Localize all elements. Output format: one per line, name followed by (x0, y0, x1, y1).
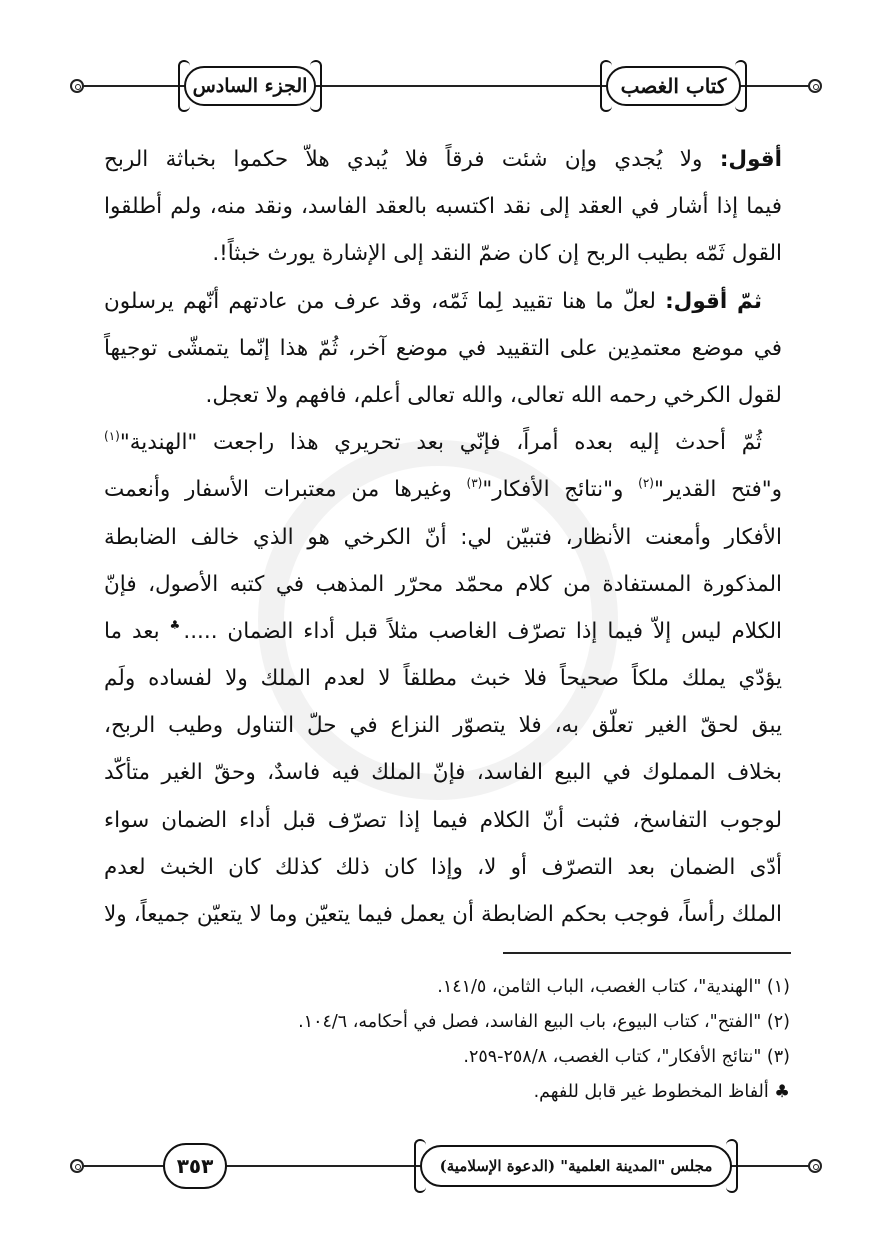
publisher-label: مجلس "المدينة العلمية" (الدعوة الإسلامية) (439, 1157, 713, 1175)
text-segment: بخلاف المملوك في البيع الفاسد، فإنّ الملك فيه فاسدٌ، وحقّ الغير متأكّد (104, 760, 782, 786)
text-line (104, 230, 782, 277)
text-line (104, 655, 782, 702)
ornament-icon (808, 1159, 822, 1173)
text-segment: الملك رأساً، فوجب بحكم الضابطة أن يعمل فيما يتعيّن وما لا يتعيّن جميعاً، ولا (104, 902, 782, 927)
text-segment: الكلام ليس إلاّ فيما إذا تصرّف الغاصب مثلاً قبل أداء الضمان ..... (183, 618, 782, 644)
footnote: ♣ ألفاظ المخطوط غير قابل للفهم. (533, 1082, 790, 1102)
text-segment: ثُمّ أحدث إليه بعده أمراً، فإنّي بعد تحريري هذا راجعت "الهندية" (119, 430, 762, 456)
text-segment: و"فتح القدير" (653, 477, 783, 503)
lead-word: ثمّ أقول: (665, 288, 762, 314)
footnote: (٣) "نتائج الأفكار"، كتاب الغصب، ٢٥٨/٨-٢٥٩. (463, 1047, 790, 1067)
text-line (104, 561, 782, 608)
text-segment: لوجوب التفاسخ، فثبت أنّ الكلام فيما إذا تصرّف قبل أداء الضمان سواء (104, 807, 782, 833)
text-line (104, 797, 782, 844)
main-text (104, 136, 782, 938)
text-segment: ولا يُجدي وإن شئت فرقاً فلا يُبدي هلاّ حكموا بخباثة الربح (104, 147, 720, 172)
footnote: (١) "الهندية"، كتاب الغصب، الباب الثامن، ١٤١/٥. (437, 977, 790, 997)
footnote: (٢) "الفتح"، كتاب البيوع، باب البيع الفاسد، فصل في أحكامه، ١٠٤/٦. (298, 1012, 790, 1032)
text-line (104, 183, 782, 230)
text-line (104, 372, 782, 419)
footnote-separator (503, 952, 791, 954)
footnote-ref: (٢) (638, 476, 654, 491)
text-line (104, 136, 782, 183)
text-line (104, 278, 782, 325)
footnotes (90, 970, 790, 1110)
book-title-cartouche (606, 66, 741, 106)
text-segment: فيما إذا أشار في العقد إلى نقد اكتسبه بالعقد الفاسد، ونقد منه، ولم أطلقوا (104, 194, 782, 220)
text-line (104, 419, 782, 466)
ornament-icon (808, 79, 822, 93)
text-segment: لعلّ ما هنا تقييد لِما ثَمّه، وقد عرف من عادتهم أنّهم يرسلون (104, 288, 666, 314)
ornament-icon (70, 79, 84, 93)
text-line (104, 325, 782, 372)
page-number-text: ٣٥٣ (176, 1154, 214, 1178)
text-line (104, 891, 782, 938)
text-segment: أدّى الضمان بعد التصرّف أو لا، وإذا كان ذلك كذلك كان الخبث لعدم (104, 854, 782, 880)
text-segment: بعد ما (104, 618, 167, 644)
text-segment: القول ثَمّه بطيب الربح إن كان ضمّ النقد إلى الإشارة يورث خبثاً!. (212, 241, 782, 267)
footnote-ref: (١) (104, 429, 120, 444)
text-segment: في موضع معتمدِين على التقييد في موضع آخر، ثُمّ هذا إنّما يتمشّى توجيهاً (104, 335, 782, 361)
publisher-cartouche (420, 1145, 732, 1187)
page-number (163, 1143, 227, 1189)
footnote-ref: ♣ (166, 617, 184, 632)
text-segment: و"نتائج الأفكار" (482, 477, 639, 503)
lead-word: أقول: (719, 147, 782, 172)
text-segment: وغيرها من معتبرات الأسفار وأنعمت (104, 477, 467, 503)
text-line (104, 514, 782, 561)
text-line (104, 702, 782, 749)
text-segment: يبق لحقّ الغير تعلّق به، فلا يتصوّر النزاع في حلّ التناول وطيب الربح، (104, 713, 782, 739)
text-segment: المذكورة المستفادة من كلام محمّد محرّر المذهب في كتبه الأصول، فإنّ (104, 571, 782, 597)
footnote-ref: (٣) (466, 476, 483, 491)
text-line (104, 466, 782, 513)
text-segment: الأفكار وأمعنت الأنظار، فتبيّن لي: أنّ الكرخي هو الذي خالف الضابطة (104, 524, 782, 550)
ornament-icon (70, 1159, 84, 1173)
volume-cartouche (184, 66, 316, 106)
text-line (104, 608, 782, 655)
text-line (104, 844, 782, 891)
text-segment: يؤدّي يملك ملكاً صحيحاً فلا خبث مطلقاً لا لعدم الملك ولا لفساده ولَم (104, 666, 782, 692)
text-line (104, 749, 782, 796)
volume-label: الجزء السادس (192, 75, 308, 97)
book-title: كتاب الغصب (620, 74, 727, 98)
text-segment: لقول الكرخي رحمه الله تعالى، والله تعالى أعلم، فافهم ولا تعجل. (205, 382, 782, 408)
